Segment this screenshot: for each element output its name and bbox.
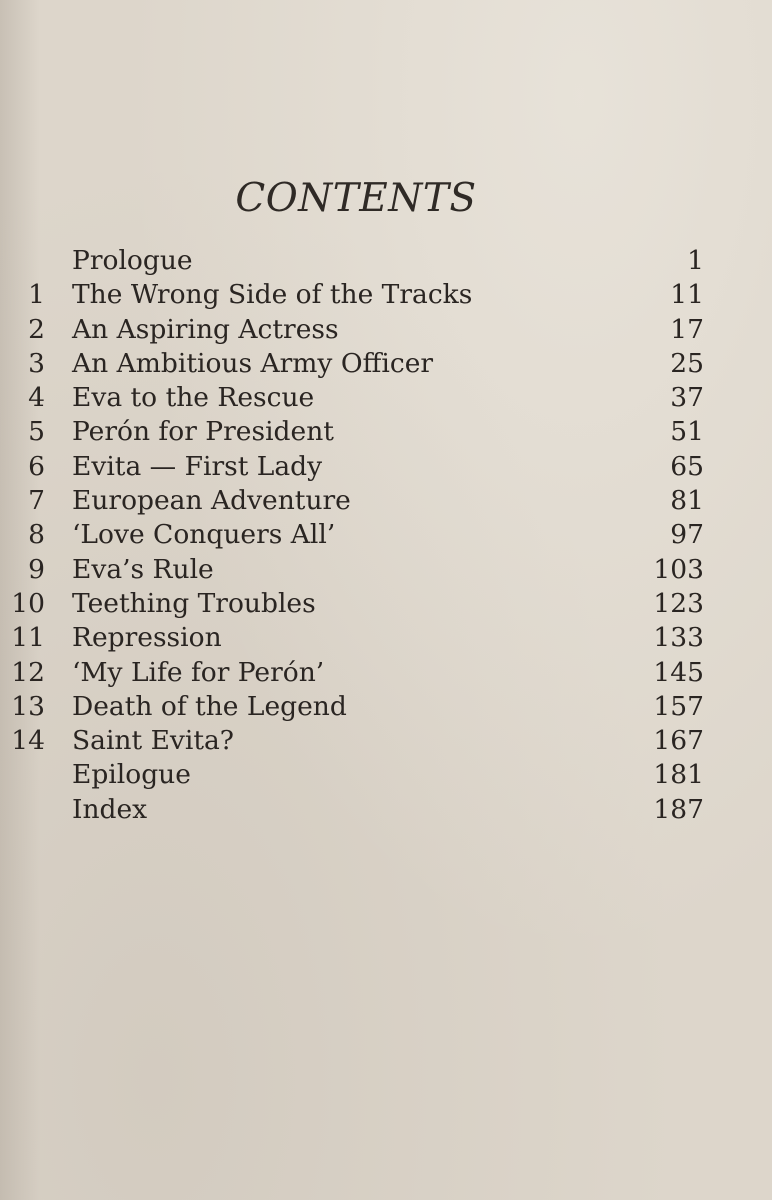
page-number: 11: [670, 279, 704, 311]
toc-entry: [0, 724, 772, 758]
page-number: 157: [653, 690, 704, 722]
toc-entry: [0, 381, 772, 415]
chapter-number: 14: [11, 725, 45, 757]
chapter-title: Prologue: [72, 245, 193, 276]
toc-entry: [0, 518, 772, 552]
page-number: 181: [653, 759, 704, 791]
table-of-contents: [0, 244, 772, 827]
chapter-number: 10: [11, 587, 45, 619]
chapter-title: ‘My Life for Perón’: [72, 656, 325, 688]
chapter-title: Repression: [72, 622, 222, 654]
chapter-number: 9: [28, 553, 45, 585]
toc-entry: [0, 793, 772, 827]
chapter-number: 6: [28, 450, 45, 482]
toc-entry: [0, 587, 772, 621]
chapter-number: 11: [11, 622, 45, 654]
page-number: 25: [670, 347, 704, 379]
chapter-title: Eva’s Rule: [72, 553, 214, 585]
chapter-title: Index: [72, 793, 148, 825]
page-number: 65: [670, 450, 704, 482]
chapter-title: Epilogue: [72, 759, 191, 791]
toc-entry: [0, 347, 772, 381]
toc-entry: [0, 278, 772, 312]
page-number: 37: [670, 382, 704, 414]
chapter-number: 13: [11, 690, 45, 722]
chapter-number: 12: [11, 656, 45, 688]
toc-entry: [0, 244, 772, 278]
chapter-title: An Aspiring Actress: [72, 313, 339, 345]
page-number: 51: [670, 416, 704, 448]
chapter-number: 7: [28, 485, 45, 517]
chapter-title: Saint Evita?: [72, 725, 235, 757]
toc-entry: [0, 415, 772, 449]
toc-entry: [0, 621, 772, 655]
toc-entry: [0, 758, 772, 792]
page-number: 167: [653, 725, 704, 757]
toc-entry: [0, 450, 772, 484]
toc-entry: [0, 690, 772, 724]
toc-entry: [0, 313, 772, 347]
chapter-number: 8: [28, 519, 45, 551]
page-number: 97: [670, 519, 704, 551]
toc-entry: [0, 656, 772, 690]
chapter-title: Teething Troubles: [72, 587, 316, 619]
chapter-title: Eva to the Rescue: [72, 382, 315, 414]
chapter-title: The Wrong Side of the Tracks: [72, 279, 473, 311]
chapter-title: Evita — First Lady: [72, 450, 323, 482]
page-number: 1: [687, 245, 704, 276]
page-number: 145: [653, 656, 704, 688]
chapter-number: 4: [28, 382, 45, 414]
chapter-number: 5: [28, 416, 45, 448]
page-number: 103: [653, 553, 704, 585]
chapter-number: 2: [28, 313, 45, 345]
chapter-title: Perón for President: [72, 416, 334, 448]
page-number: 187: [653, 793, 704, 825]
chapter-number: 1: [28, 279, 45, 311]
chapter-title: ‘Love Conquers All’: [72, 519, 336, 551]
chapter-number: 3: [28, 347, 45, 379]
chapter-title: An Ambitious Army Officer: [72, 347, 434, 379]
page-number: 17: [670, 313, 704, 345]
toc-entry: [0, 484, 772, 518]
page-number: 81: [670, 485, 704, 517]
page-number: 133: [653, 622, 704, 654]
toc-entry: [0, 553, 772, 587]
chapter-title: European Adventure: [72, 485, 351, 517]
contents-heading: CONTENTS: [235, 176, 477, 221]
page-number: 123: [653, 587, 704, 619]
chapter-title: Death of the Legend: [72, 690, 347, 722]
